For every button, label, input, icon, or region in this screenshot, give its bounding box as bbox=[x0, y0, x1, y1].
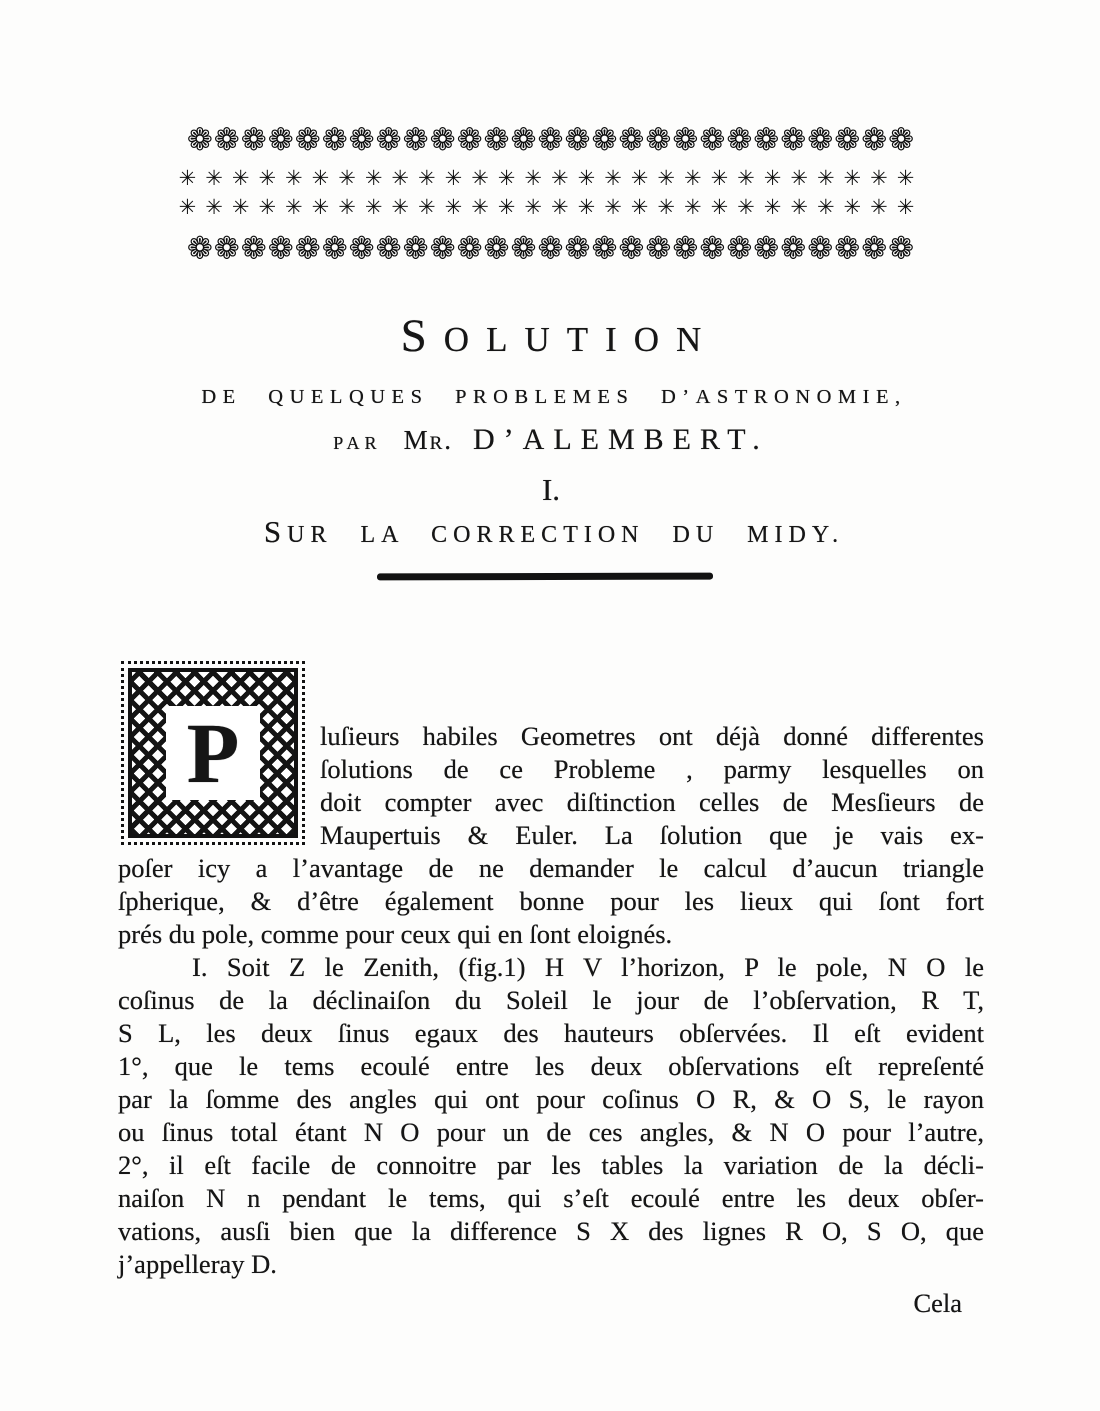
section-title: SUR LA CORRECTION DU MIDY. bbox=[263, 514, 845, 549]
text-line: prés du pole, comme pour ceux qui en ſont eloignés. bbox=[118, 919, 673, 949]
byline-honorific: Mr. bbox=[403, 425, 453, 455]
text-line: vations, ausſi bien que la difference S X des lignes R O, S O, que bbox=[118, 1216, 984, 1246]
text-line: ou ſinus total étant N O pour un de ces angles, & N O pour l’autre, bbox=[118, 1117, 984, 1147]
dropcap-letter: P bbox=[166, 706, 260, 800]
text-line: 2°, il eſt facile de connoitre par les tables la variation de la décli- bbox=[118, 1150, 984, 1180]
text-line: ſolutions de ce Probleme , parmy lesquelles on bbox=[320, 754, 984, 784]
page-title: SOLUTION bbox=[400, 310, 719, 362]
text-line: coſinus de la déclinaiſon du Soleil le jour de l’obſervation, R T, bbox=[118, 985, 984, 1015]
catchword: Cela bbox=[913, 1288, 962, 1318]
ornament-band bbox=[118, 118, 984, 268]
section-numeral: I. bbox=[541, 472, 561, 507]
paragraph-2 bbox=[118, 951, 984, 1281]
asterisk-ornament-row-2: ✳✳✳✳✳✳✳✳✳✳✳✳✳✳✳✳✳✳✳✳✳✳✳✳✳✳✳✳ bbox=[178, 195, 924, 219]
book-page bbox=[118, 0, 984, 1320]
text-line: par la ſomme des angles qui ont pour coſinus O R, & O S, le rayon bbox=[118, 1084, 984, 1114]
text-line: poſer icy a l’avantage de ne demander le calcul d’aucun triangle bbox=[118, 853, 984, 883]
text-line: luſieurs habiles Geometres ont déjà donné differentes bbox=[320, 721, 984, 751]
byline-par: PAR bbox=[333, 433, 382, 453]
text-line: 1°, que le tems ecoulé entre les deux obſervations eſt repreſenté bbox=[118, 1051, 984, 1081]
horizontal-rule bbox=[377, 573, 713, 581]
page-subtitle: DE QUELQUES PROBLEMES D’ASTRONOMIE, bbox=[201, 386, 907, 408]
text-line: doit compter avec diſtinction celles de Mesſieurs de bbox=[320, 787, 984, 817]
text-line: naiſon N n pendant le tems, qui s’eſt ecoulé entre les deux obſer- bbox=[118, 1183, 984, 1213]
body-text bbox=[118, 705, 984, 1320]
text-line: ſpherique, & d’être également bonne pour les lieux qui ſont fort bbox=[118, 886, 984, 916]
dropcap-ornament-box bbox=[128, 668, 298, 838]
text-line: j’appelleray D. bbox=[118, 1249, 277, 1279]
text-line: S L, les deux ſinus egaux des hauteurs obſervées. Il eſt evident bbox=[118, 1018, 984, 1048]
asterisk-ornament-row-1: ✳✳✳✳✳✳✳✳✳✳✳✳✳✳✳✳✳✳✳✳✳✳✳✳✳✳✳✳ bbox=[178, 166, 924, 190]
text-line: Maupertuis & Euler. La ſolution que je vais ex- bbox=[320, 820, 984, 850]
fleuron-ornament-row-top: ❁❁❁❁❁❁❁❁❁❁❁❁❁❁❁❁❁❁❁❁❁❁❁❁❁❁❁ bbox=[186, 122, 916, 158]
byline-author-name: D’ALEMBERT. bbox=[473, 423, 769, 456]
fleuron-ornament-row-bottom: ❁❁❁❁❁❁❁❁❁❁❁❁❁❁❁❁❁❁❁❁❁❁❁❁❁❁❁ bbox=[186, 228, 916, 264]
byline bbox=[118, 423, 984, 462]
paragraph-1 bbox=[118, 705, 984, 951]
text-line: I. Soit Z le Zenith, (fig.1) H V l’horizon, P le pole, N O le bbox=[192, 952, 984, 982]
